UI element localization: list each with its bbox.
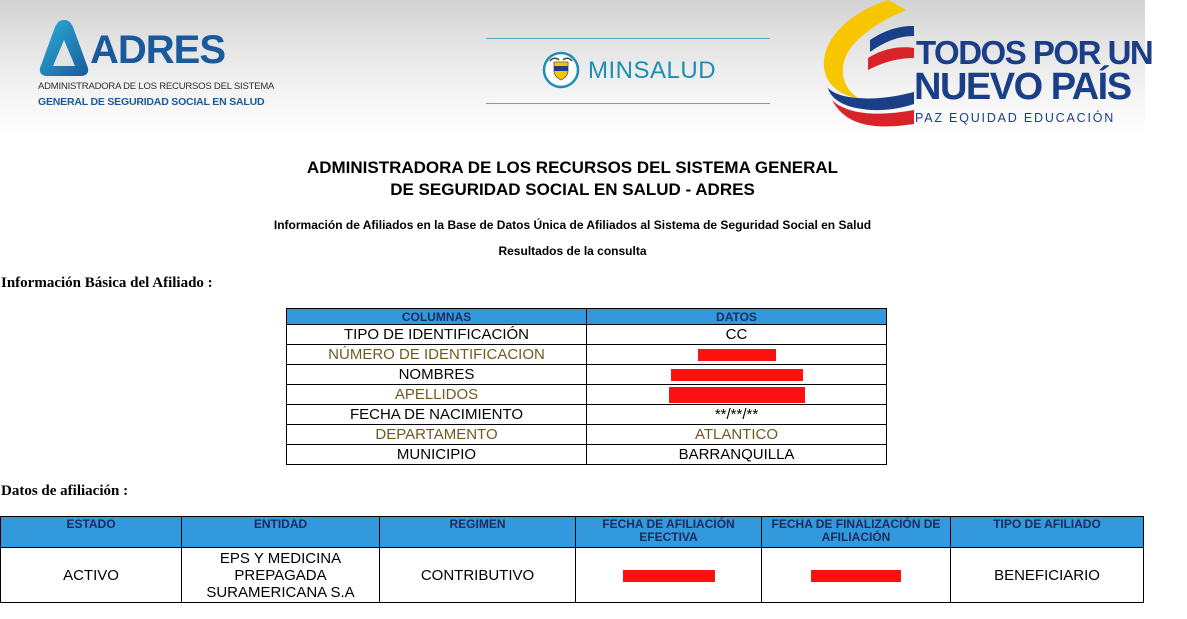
table-header-row — [287, 309, 887, 325]
fecha-finalizacion-cell-redacted — [762, 548, 951, 603]
colombia-coat-of-arms-icon — [542, 51, 580, 89]
adres-triangle-icon — [38, 18, 90, 78]
minsalud-logo — [486, 38, 770, 104]
row-label: APELLIDOS — [287, 385, 587, 405]
redaction-mark — [669, 387, 805, 403]
row-label: DEPARTAMENTO — [287, 425, 587, 445]
affiliation-table — [0, 516, 1144, 603]
adres-subtitle-1: ADMINISTRADORA DE LOS RECURSOS DEL SISTEMA — [38, 81, 275, 92]
table-row — [287, 325, 887, 345]
regimen-cell: CONTRIBUTIVO — [380, 548, 576, 603]
redaction-mark — [623, 570, 715, 582]
gov-slogan-line-1: TODOS POR UN — [916, 34, 1153, 71]
column-header: DATOS — [587, 309, 887, 325]
redaction-mark — [698, 349, 776, 361]
column-header: FECHA DE FINALIZACIÓN DE AFILIACIÓN — [762, 517, 951, 548]
row-label: NOMBRES — [287, 365, 587, 385]
row-label: MUNICIPIO — [287, 445, 587, 465]
row-value-redacted — [587, 365, 887, 385]
page-subtitle: Información de Afiliados en la Base de Datos Única de Afiliados al Sistema de Seguridad Social en Salud — [273, 218, 872, 232]
fecha-afiliacion-cell-redacted — [576, 548, 762, 603]
page-title-line-2: DE SEGURIDAD SOCIAL EN SALUD - ADRES — [390, 180, 755, 199]
results-label: Resultados de la consulta — [498, 244, 647, 258]
row-label: NÚMERO DE IDENTIFICACION — [287, 345, 587, 365]
column-header: ESTADO — [1, 517, 182, 548]
adres-subtitle-2: GENERAL DE SEGURIDAD SOCIAL EN SALUD — [38, 96, 265, 108]
table-header-row — [1, 517, 1144, 548]
gov-slogan-line-2: NUEVO PAÍS — [914, 66, 1131, 108]
row-value-redacted — [587, 345, 887, 365]
redaction-mark — [671, 369, 803, 381]
page-title — [0, 157, 1145, 201]
column-header: COLUMNAS — [287, 309, 587, 325]
minsalud-wordmark: MINSALUD — [588, 57, 717, 84]
table-row — [287, 365, 887, 385]
affiliation-heading: Datos de afiliación : — [1, 483, 129, 499]
column-header: ENTIDAD — [182, 517, 380, 548]
row-label: TIPO DE IDENTIFICACIÓN — [287, 325, 587, 345]
basic-info-table — [286, 308, 887, 465]
row-value: ATLANTICO — [587, 425, 887, 445]
column-header: REGIMEN — [380, 517, 576, 548]
table-row — [1, 548, 1144, 603]
basic-info-heading: Información Básica del Afiliado : — [1, 275, 213, 291]
redaction-mark — [811, 570, 901, 582]
header-banner — [0, 0, 1153, 138]
table-row — [287, 425, 887, 445]
todos-por-un-nuevo-pais-logo — [818, 0, 1153, 138]
table-row — [287, 445, 887, 465]
table-row — [287, 345, 887, 365]
minsalud-top-rule — [486, 38, 770, 39]
estado-cell: ACTIVO — [1, 548, 182, 603]
adres-logo — [36, 16, 275, 116]
row-value: **/**/** — [587, 405, 887, 425]
table-row — [287, 385, 887, 405]
row-value: BARRANQUILLA — [587, 445, 887, 465]
adres-wordmark: ADRES — [90, 28, 226, 72]
page-title-line-1: ADMINISTRADORA DE LOS RECURSOS DEL SISTEMA GENERAL — [306, 158, 839, 177]
row-value-redacted — [587, 385, 887, 405]
entidad-cell: EPS Y MEDICINA PREPAGADA SURAMERICANA S.A — [182, 548, 380, 603]
minsalud-bottom-rule — [486, 103, 770, 104]
column-header: TIPO DE AFILIADO — [951, 517, 1144, 548]
row-label: FECHA DE NACIMIENTO — [287, 405, 587, 425]
column-header: FECHA DE AFILIACIÓN EFECTIVA — [576, 517, 762, 548]
row-value: CC — [587, 325, 887, 345]
table-row — [287, 405, 887, 425]
gov-slogan-line-3: PAZ EQUIDAD EDUCACIÓN — [915, 111, 1116, 125]
tipo-afiliado-cell: BENEFICIARIO — [951, 548, 1144, 603]
colombia-flag-swoosh-icon — [818, 0, 918, 132]
